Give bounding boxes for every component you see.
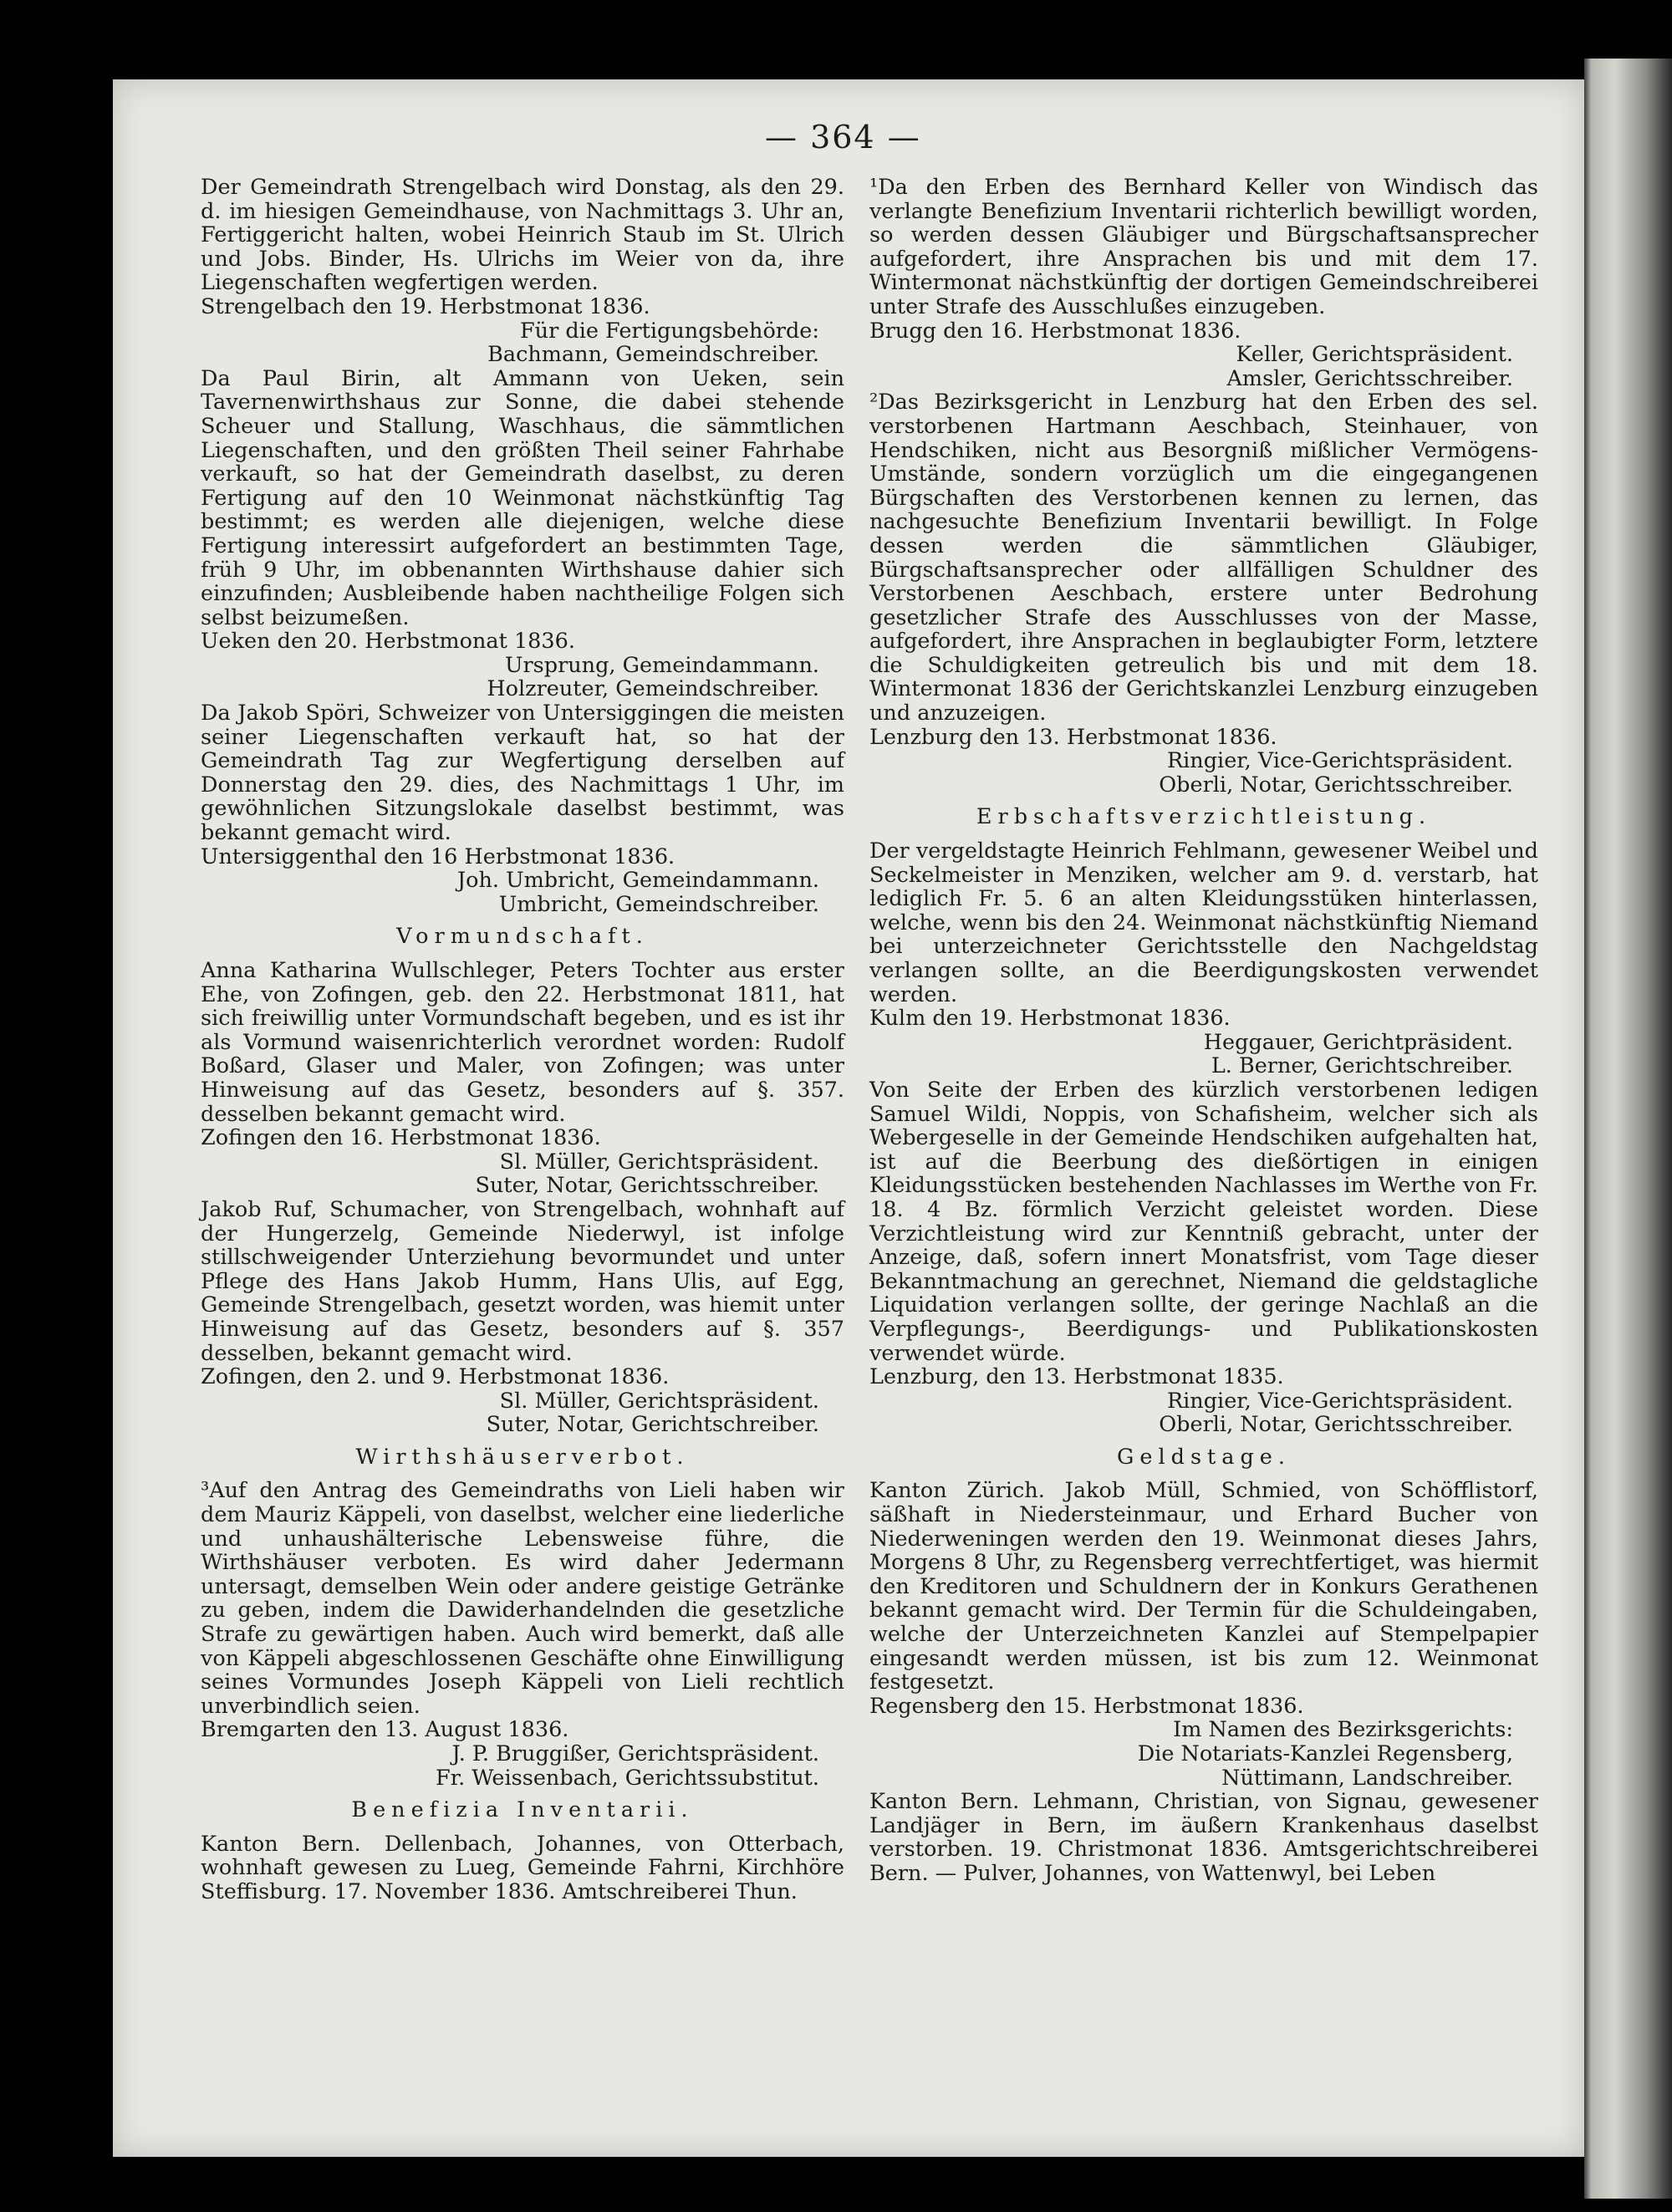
signature-line: Amsler, Gerichtsschreiber.	[1226, 365, 1513, 391]
left-column	[201, 176, 844, 1904]
signature-line: Suter, Notar, Gerichtsschreiber.	[475, 1173, 819, 1199]
place-date-line: Untersiggenthal den 16 Herbstmonat 1836.	[201, 844, 675, 869]
notice-paragraph: Kanton Zürich. Jakob Müll, Schmied, von Schöfflistorf, säßhaft in Niedersteinmaur, und Erhard Bucher von Niederweningen werden den 19. Weinmonat dieses Jahrs, Morgens 8 Uhr, zu Regensberg verrechtfertiget, was hiermit den Kreditoren und Schuldnern der in Konkurs Gerathenen bekannt gemacht wird. Der Termin für die Schuldeingaben, welche der Unterzeichneten Kanzlei auf Stempelpapier eingesandt werden müssen, ist bis zum 12. Weinmonat festgesetzt.	[869, 1478, 1538, 1695]
signature-line: L. Berner, Gerichtschreiber.	[1211, 1053, 1513, 1079]
notice-paragraph: Von Seite der Erben des kürzlich verstorbenen ledigen Samuel Wildi, Noppis, von Schafisheim, welcher sich als Webergeselle in der Gemeinde Hendschiken aufgehalten hat, ist auf die Beerbung des dießörtigen in einigen Kleidungsstücken bestehenden Nachlasses im Werthe von Fr. 18. 4 Bz. förmlich Verzicht geleistet worden. Diese Verzichtleistung wird zur Kenntniß gebracht, unter der Anzeige, daß, sofern innert Monatsfrist, vom Tage dieser Bekanntmachung an gerechnet, Niemand die geldstagliche Liquidation verlangen sollte, der geringe Nachlaß an die Verpflegungs-, Beerdigungs- und Publikationskosten verwendet würde.	[869, 1077, 1538, 1366]
signature-line: Suter, Notar, Gerichtschreiber.	[486, 1412, 819, 1438]
place-date-line: Ueken den 20. Herbstmonat 1836.	[201, 629, 575, 655]
right-column	[869, 176, 1538, 1886]
notice-paragraph: Kanton Bern. Dellenbach, Johannes, von Otterbach, wohnhaft gewesen zu Lueg, Gemeinde Fahrni, Kirchhöre Steffisburg. 17. November 1836. Amtschreiberei Thun.	[201, 1831, 844, 1904]
signature-line: Nüttimann, Landschreiber.	[1221, 1765, 1513, 1791]
signature-line: Sl. Müller, Gerichtspräsident.	[499, 1149, 819, 1175]
notice-paragraph: Der Gemeindrath Strengelbach wird Donstag, als den 29. d. im hiesigen Gemeindhause, von Nachmittags 3. Uhr an, Fertiggericht halten, wobei Heinrich Staub im St. Ulrich und Jobs. Binder, Hs. Ulrichs im Weier von da, ihre Liegenschaften wegfertigen werden.	[201, 175, 844, 296]
signature-line: Ringier, Vice-Gerichtspräsident.	[1166, 748, 1513, 774]
signature-line: Umbricht, Gemeindschreiber.	[498, 891, 819, 917]
signature-line: Die Notariats-Kanzlei Regensberg,	[1137, 1741, 1513, 1766]
place-date-line: Zofingen, den 2. und 9. Herbstmonat 1836.	[201, 1364, 670, 1390]
place-date-line: Lenzburg den 13. Herbstmonat 1836.	[869, 724, 1277, 750]
signature-line: Holzreuter, Gemeindschreiber.	[487, 676, 819, 702]
signature-line: Sl. Müller, Gerichtspräsident.	[499, 1388, 819, 1414]
signature-line: Im Namen des Bezirksgerichts:	[1173, 1717, 1513, 1743]
section-heading: Benefizia Inventarii.	[351, 1797, 694, 1823]
signature-line: Oberli, Notar, Gerichtsschreiber.	[1159, 1412, 1513, 1438]
notice-paragraph: Da Jakob Spöri, Schweizer von Untersiggingen die meisten seiner Liegenschaften verkauft hat, so hat der Gemeindrath Tag zur Wegfertigung derselben auf Donnerstag den 29. dies, des Nachmittags 1 Uhr, im gewöhnlichen Sitzungslokale daselbst bestimmt, was bekannt gemacht wird.	[201, 701, 844, 846]
place-date-line: Regensberg den 15. Herbstmonat 1836.	[869, 1693, 1304, 1719]
signature-line: Für die Fertigungsbehörde:	[519, 318, 819, 344]
book-spine	[1584, 59, 1672, 2199]
place-date-line: Zofingen den 16. Herbstmonat 1836.	[201, 1125, 601, 1151]
page-number: — 364 —	[765, 119, 921, 155]
signature-line: Ringier, Vice-Gerichtspräsident.	[1166, 1388, 1513, 1414]
place-date-line: Brugg den 16. Herbstmonat 1836.	[869, 318, 1241, 344]
place-date-line: Lenzburg, den 13. Herbstmonat 1835.	[869, 1364, 1284, 1390]
place-date-line: Strengelbach den 19. Herbstmonat 1836.	[201, 293, 650, 319]
signature-line: Fr. Weissenbach, Gerichtssubstitut.	[436, 1765, 819, 1791]
notice-paragraph: Der vergeldstagte Heinrich Fehlmann, gewesener Weibel und Seckelmeister in Menziken, welcher am 9. d. verstarb, hat lediglich Fr. 5. 6 an alten Kleidungsstüken hinterlassen, welche, wenn bis den 24. Weinmonat nächstkünftig Niemand bei unterzeichneter Gerichtsstelle den Nachgeldstag verlangen sollte, an die Beerdigungskosten verwendet werden.	[869, 838, 1538, 1007]
notice-paragraph: Jakob Ruf, Schumacher, von Strengelbach, wohnhaft auf der Hungerzelg, Gemeinde Niederwyl, ist infolge stillschweigender Unterziehung bevormundet und unter Pflege des Hans Jakob Humm, Hans Ulis, auf Egg, Gemeinde Strengelbach, gesetzt worden, was hiemit unter Hinweisung auf das Gesetz, besonders auf §. 357 desselben, bekannt gemacht wird.	[201, 1196, 844, 1366]
signature-line: Bachmann, Gemeindschreiber.	[487, 342, 819, 368]
notice-paragraph: ²Das Bezirksgericht in Lenzburg hat den Erben des sel. verstorbenen Hartmann Aeschbach, Steinhauer, von Hendschiken, nicht aus Besorgniß mißlicher Vermögens-Umstände, sondern vorzüglich um die eingegangenen Bürgschaften des Verstorbenen kennen zu lernen, das nachgesuchte Benefizium Inventarii bewilligt. In Folge dessen werden die sämmtlichen Gläubiger, Bürgschaftsansprecher oder allfälligen Schuldner des Verstorbenen Aeschbach, erstere unter Bedrohung gesetzlicher Strafe des Ausschlusses von der Masse, aufgefordert, ihre Ansprachen in beglaubigter Form, letztere die Schuldigkeiten getreulich bis und mit dem 18. Wintermonat 1836 der Gerichtskanzlei Lenzburg einzugeben und anzuzeigen.	[869, 390, 1538, 726]
notice-paragraph: Da Paul Birin, alt Ammann von Ueken, sein Tavernenwirthshaus zur Sonne, die dabei stehende Scheuer und Stallung, Waschhaus, die sämmtlichen Liegenschaften, und den größten Theil seiner Fahrhabe verkauft, so hat der Gemeindrath daselbst, zu deren Fertigung auf den 10 Weinmonat nächstkünftig Tag bestimmt; es werden alle diejenigen, welche diese Fertigung interessirt aufgefordert an bestimmten Tage, früh 9 Uhr, im obbenannten Wirthshause dahier sich einzufinden; Ausbleibende haben nachtheilige Folgen sich selbst beizumeßen.	[201, 365, 844, 630]
signature-line: Heggauer, Gerichtpräsident.	[1203, 1029, 1513, 1055]
notice-paragraph: Anna Katharina Wullschleger, Peters Tochter aus erster Ehe, von Zofingen, geb. den 22. Herbstmonat 1811, hat sich freiwillig unter Vormundschaft begeben, und es ist ihr als Vormund waisenrichterlich verordnet worden: Rudolf Boßard, Glaser und Maler, von Zofingen; was unter Hinweisung auf das Gesetz, besonders auf §. 357. desselben bekannt gemacht wird.	[201, 958, 844, 1127]
signature-line: Keller, Gerichtspräsident.	[1236, 342, 1513, 368]
notice-paragraph: ³Auf den Antrag des Gemeindraths von Lieli haben wir dem Mauriz Käppeli, von daselbst, welcher eine liederliche und unhaushälterische Lebensweise führe, die Wirthshäuser verboten. Es wird daher Jedermann untersagt, demselben Wein oder andere geistige Getränke zu geben, indem die Dawiderhandelnden die gesetzliche Strafe zu gewärtigen haben. Auch wird bemerkt, daß alle von Käppeli abgeschlossenen Geschäfte ohne Einwilligung seines Vormundes Joseph Käppeli von Lieli rechtlich unverbindlich seien.	[201, 1478, 844, 1719]
signature-line: Oberli, Notar, Gerichtsschreiber.	[1159, 772, 1513, 798]
notice-paragraph: Kanton Bern. Lehmann, Christian, von Signau, gewesener Landjäger in Bern, im äußern Krankenhaus daselbst verstorben. 19. Christmonat 1836. Amtsgerichtschreiberei Bern. — Pulver, Johannes, von Wattenwyl, bei Leben	[869, 1789, 1538, 1886]
place-date-line: Kulm den 19. Herbstmonat 1836.	[869, 1006, 1231, 1032]
section-heading: Wirthshäuserverbot.	[355, 1444, 690, 1470]
section-heading: Vormundschaft.	[396, 924, 649, 950]
notice-paragraph: ¹Da den Erben des Bernhard Keller von Windisch das verlangte Benefizium Inventarii richterlich bewilligt worden, so werden dessen Gläubiger und Bürgschaftsansprecher aufgefordert, ihre Ansprachen bis und mit dem 17. Wintermonat nächstkünftig der dortigen Gemeindschreiberei unter Strafe des Ausschlußes einzugeben.	[869, 175, 1538, 319]
signature-line: Ursprung, Gemeindammann.	[504, 652, 819, 678]
section-heading: Geldstage.	[1117, 1444, 1291, 1470]
signature-line: Joh. Umbricht, Gemeindammann.	[456, 868, 819, 894]
place-date-line: Bremgarten den 13. August 1836.	[201, 1717, 569, 1743]
signature-line: J. P. Bruggißer, Gerichtspräsident.	[451, 1741, 819, 1766]
section-heading: Erbschaftsverzichtleistung.	[976, 804, 1432, 830]
